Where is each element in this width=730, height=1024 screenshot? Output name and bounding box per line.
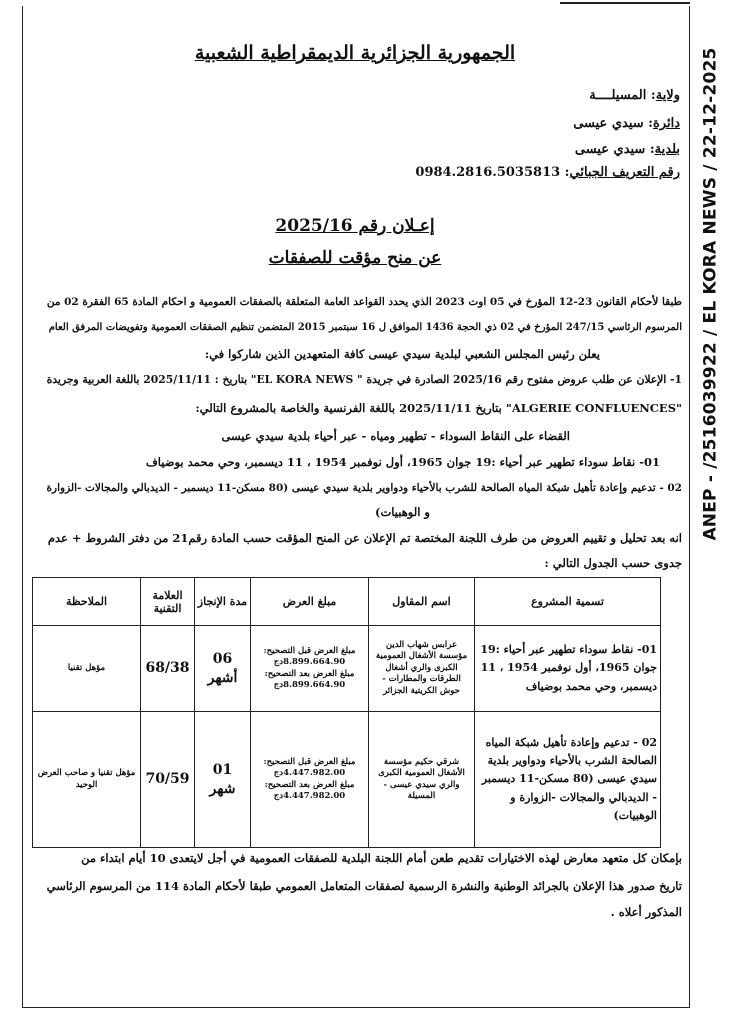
- col-header-amount: مبلغ العرض: [251, 578, 369, 626]
- table-row: [33, 712, 661, 848]
- col-header-project: تسمية المشروع: [475, 578, 661, 626]
- daira-label: دائرة: [652, 116, 680, 131]
- commune-value: : سيدي عيسى: [574, 142, 655, 157]
- commune-label: بلدية: [654, 142, 680, 157]
- cell-duration: 01 شهر: [195, 712, 251, 848]
- tender-ref-line-1: 1- الإعلان عن طلب عروض مفتوح رقم 2025/16 الصادرة في جريدة " EL KORA NEWS" بتاريخ : 2025/11/11 باللغة العربية وجريدة: [46, 373, 682, 386]
- wilaya-label: ولاية: [655, 88, 680, 103]
- lot-1-line: 01- نقاط سوداء تطهير عبر أحياء :19 جوان 1965، أول نوفمبر 1954 ، 11 ديسمبر، وحي محمد بوضياف: [145, 455, 660, 469]
- col-header-score: العلامة التقنية: [141, 578, 195, 626]
- commune-line: [575, 142, 680, 157]
- evaluation-line-1: انه بعد تحليل و تقييم العروض من طرف اللجنة المختصة تم الإعلان عن المنح المؤقت حسب المادة رقم21 من دفتر الشروط + عدم: [47, 531, 682, 545]
- cell-contractor: عرابس شهاب الدين مؤسسة الأشغال العمومية الكبرى والري أشغال الطرقات والمطارات - حوش الكريتية الجزائر: [369, 626, 475, 712]
- appeal-line-1: بإمكان كل متعهد معارض لهذه الاختيارات تقديم طعن أمام اللجنة البلدية للصفقات العمومية في أجل لايتعدى 10 أيام ابتداء من: [81, 851, 682, 865]
- preamble-line-2: المرسوم الرئاسي 247/15 المؤرخ في 02 ذي الحجة 1436 الموافق ل 16 سبتمبر 2015 المتضمن تنظيم الصفقات العمومية وتفويضات المرفق العام: [48, 322, 682, 333]
- wilaya-value: : المسيلــــة: [589, 88, 656, 103]
- table-header-row: [33, 578, 661, 626]
- daira-value: : سيدي عيسى: [573, 116, 653, 131]
- project-heading: القضاء على النقاط السوداء - تطهير ومياه - عبر أحياء بلدية سيدي عيسى: [221, 429, 570, 443]
- daira-line: [573, 116, 680, 131]
- col-header-remark: الملاحظة: [33, 578, 141, 626]
- cell-amount: [251, 712, 369, 848]
- nif-line: [415, 165, 680, 180]
- top-rule: [560, 2, 690, 4]
- tender-ref-line-2: "ALGERIE CONFLUENCES" بتاريخ 2025/11/11 باللغة الفرنسية والخاصة بالمشروع التالي:: [195, 401, 682, 415]
- notice-subtitle: عن منح مؤقت للصفقات: [268, 248, 442, 268]
- lot-2-line-2: و الوهبيات): [375, 505, 430, 519]
- amount-before-label: مبلغ العرض قبل التصحيح:: [263, 645, 356, 656]
- preamble-line-1: طبقا لأحكام القانون 23-12 المؤرخ في 05 اوت 2023 الذي يحدد القواعد العامة المتعلقة بالصفقات العمومية و احكام المادة 65 الفقرة 02 من: [46, 296, 682, 308]
- cell-project: 02 - تدعيم وإعادة تأهيل شبكة المياه الصالحة الشرب بالأحياء ودواوير بلدية سيدي عيسى (80 مسكن-11 ديسمبر - الديدبالي والمجالات -الزوارة و الوهبيات): [475, 712, 661, 848]
- amount-after-label: مبلغ العرض بعد التصحيح:: [264, 779, 355, 790]
- cell-contractor: شرقي حكيم مؤسسة الأشغال العمومية الكبرى والري سيدي عيسى - المسيلة: [369, 712, 475, 848]
- anep-stamp-text: ANEP - /2516039922 / EL KORA NEWS / 22-12-2025: [701, 47, 722, 541]
- evaluation-line-2: جدوى حسب الجدول التالي :: [544, 556, 682, 570]
- lot-2-line-1: 02 - تدعيم وإعادة تأهيل شبكة المياه الصالحة للشرب بالأحياء ودواوير بلدية سيدي عيسى (80 مسكن-11 ديسمبر - الديدبالي والمجالات -الزوارة: [46, 482, 682, 494]
- table-row: [33, 626, 661, 712]
- announcement-line: يعلن رئيس المجلس الشعبي لبلدية سيدي عيسى كافة المتعهدين الذين شاركوا في:: [204, 347, 600, 361]
- amount-before-value: 4.447.982.00دج: [273, 768, 346, 779]
- nif-value: : 0984.2816.5035813: [415, 165, 570, 180]
- cell-remark: مؤهل تقنيا: [33, 626, 141, 712]
- republic-title: الجمهورية الجزائرية الديمقراطية الشعبية: [194, 42, 516, 64]
- cell-amount: [251, 626, 369, 712]
- amount-after-label: مبلغ العرض بعد التصحيح:: [264, 668, 355, 679]
- cell-project: 01- نقاط سوداء تطهير عبر أحياء :19 جوان 1965، أول نوفمبر 1954 ، 11 ديسمبر، وحي محمد بوضياف: [475, 626, 661, 712]
- wilaya-line: [589, 88, 680, 103]
- notice-title: إعـلان رقم 2025/16: [275, 216, 435, 236]
- col-header-contractor: اسم المقاول: [369, 578, 475, 626]
- award-table: [32, 577, 661, 848]
- appeal-line-2: تاريخ صدور هذا الإعلان بالجرائد الوطنية والنشرة الرسمية لصفقات المتعامل العمومي طبقا لأحكام المادة 114 من المرسوم الرئاسي: [46, 879, 682, 893]
- col-header-duration: مدة الإنجاز: [195, 578, 251, 626]
- amount-before-value: 8.899.664.90دج: [273, 657, 346, 668]
- cell-score: 68/38: [141, 626, 195, 712]
- cell-duration: 06 أشهر: [195, 626, 251, 712]
- amount-after-value: 8.899.664.90دج: [273, 679, 346, 690]
- cell-remark: مؤهل تقنيا و صاحب العرض الوحيد: [33, 712, 141, 848]
- amount-after-value: 4.447.982.00دج: [273, 790, 346, 801]
- appeal-line-3: المذكور أعلاه .: [610, 905, 682, 919]
- cell-score: 70/59: [141, 712, 195, 848]
- nif-label: رقم التعريف الجبائي: [569, 165, 680, 180]
- anep-side-stamp: [696, 24, 726, 564]
- amount-before-label: مبلغ العرض قبل التصحيح:: [263, 756, 356, 767]
